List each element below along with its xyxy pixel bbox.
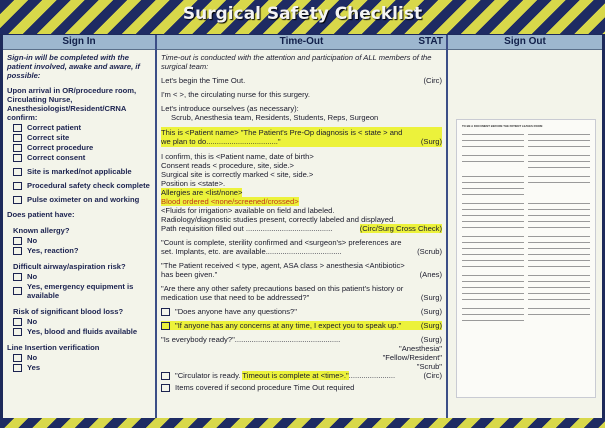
patient-statement: This is <Patient name> "The Patient's Pre-Op diagnosis is < state > and we plan to do.................................." (Surg) — [161, 128, 442, 146]
checkbox-correct-patient[interactable]: Correct patient — [13, 123, 152, 132]
checkbox-allergy-yes[interactable]: Yes, reaction? — [13, 246, 152, 255]
checkbox-box[interactable] — [13, 182, 22, 190]
checkbox-pulse-ox[interactable]: Pulse oximeter on and working — [13, 195, 152, 204]
scrub-response: "Scrub" — [416, 362, 442, 371]
checkbox-box[interactable] — [13, 237, 22, 245]
anesthesia-received-line: "The Patient received < type, agent, ASA class > anesthesia <Antibiotic> — [161, 261, 405, 270]
checkbox-box[interactable] — [13, 273, 22, 281]
checkbox-box[interactable] — [13, 318, 22, 326]
checkbox-box[interactable] — [13, 154, 22, 162]
checkbox-airway-no[interactable]: No — [13, 272, 152, 281]
sign-out-column — [448, 35, 602, 418]
patient-have-label: Does patient have: — [7, 210, 75, 219]
circ-intro-line: I'm < >, the circulating nurse for this surgery. — [161, 90, 311, 99]
questions-line: "Does anyone have any questions?" (Surg) — [161, 307, 442, 316]
count-line: "Count is complete, sterility confirmed and <surgeon's> preferences are — [161, 238, 402, 247]
precautions-line: "Are there any other safety precautions based on this patient's history or — [161, 284, 404, 293]
checkbox-box[interactable] — [161, 308, 170, 316]
antibiotic-line: has been given." (Anes) — [161, 270, 442, 279]
form-block — [462, 131, 590, 149]
stat-label: STAT — [418, 36, 443, 47]
sign-out-form-photo — [456, 119, 596, 398]
checkbox-box[interactable] — [161, 322, 170, 330]
airway-label: Difficult airway/aspiration risk? — [13, 262, 126, 271]
sign-in-intro: Sign-in will be completed with the patient involved, awake and aware, if possible: — [7, 53, 140, 80]
checkbox-correct-consent[interactable]: Correct consent — [13, 153, 152, 162]
sign-out-header: Sign Out — [448, 35, 602, 50]
checkbox-line-no[interactable]: No — [13, 353, 152, 362]
sign-out-form-header: TO BE A DOCUMENT BEFORE THE PATIENT LEAVES ROOM — [462, 124, 543, 128]
circulator-ready-line: "Circulator is ready. Timeout is complete at <time>."...................... (Circ) — [161, 371, 442, 380]
position-line: Position is <state>. — [161, 179, 226, 188]
checkbox-box[interactable] — [13, 144, 22, 152]
team-line: Scrub, Anesthesia team, Residents, Students, Reps, Surgeon — [171, 113, 379, 122]
checkbox-box[interactable] — [13, 328, 22, 336]
checkbox-box[interactable] — [161, 372, 170, 380]
radiology-line: Radiology/diagnostic studies present, correctly labeled and displayed. — [161, 215, 396, 224]
checkbox-line-yes[interactable]: Yes — [13, 363, 152, 372]
checkbox-box[interactable] — [13, 168, 22, 176]
medication-line: medication use that need to be addressed?" (Surg) — [161, 293, 442, 302]
time-out-header — [157, 35, 446, 50]
checkbox-correct-site[interactable]: Correct site — [13, 133, 152, 142]
bottom-hazard-stripe — [0, 418, 605, 428]
checkbox-box[interactable] — [13, 134, 22, 142]
line-insertion-label: Line Insertion verification — [7, 343, 100, 352]
checkbox-site-marked[interactable]: Site is marked/not applicable — [13, 167, 152, 176]
sign-in-header: Sign In — [3, 35, 155, 50]
checkbox-box[interactable] — [13, 124, 22, 132]
checkbox-blood-no[interactable]: No — [13, 317, 152, 326]
blood-loss-label: Risk of significant blood loss? — [13, 307, 124, 316]
checkbox-box[interactable] — [13, 364, 22, 372]
speak-up-line: "If anyone has any concerns at any time, I expect you to speak up." (Surg) — [161, 321, 442, 330]
checkbox-procedural-check[interactable]: Procedural safety check complete — [13, 181, 152, 190]
time-out-column — [157, 35, 446, 418]
fellow-response: "Fellow/Resident" — [382, 353, 442, 362]
time-out-intro: Time-out is conducted with the attention and participation of ALL members of the surgical team: — [161, 53, 432, 71]
ready-line: "Is everybody ready?".................................................. (Surg) — [161, 335, 442, 344]
time-out-title: Time-Out — [279, 36, 324, 47]
checkbox-box[interactable] — [13, 354, 22, 362]
second-procedure-line: Items covered if second procedure Time Out required — [161, 383, 442, 392]
page-title: Surgical Safety Checklist — [182, 4, 423, 24]
allergies-line: Allergies are <list/none> — [161, 188, 243, 197]
consent-line: Consent reads < procedure, site, side.> — [161, 161, 294, 170]
form-block — [462, 233, 590, 269]
confirm-identity-line: I confirm, this is <Patient name, date of birth> — [161, 152, 314, 161]
form-block — [462, 152, 590, 170]
checkbox-allergy-no[interactable]: No — [13, 236, 152, 245]
checkbox-box[interactable] — [161, 384, 170, 392]
known-allergy-label: Known allergy? — [13, 226, 70, 235]
anesthesia-response: "Anesthesia" — [399, 344, 442, 353]
site-marked-line: Surgical site is correctly marked < site, side.> — [161, 170, 314, 179]
form-block — [462, 173, 590, 197]
begin-line: Let's begin the Time Out. (Circ) — [161, 76, 442, 85]
introduce-line: Let's introduce ourselves (as necessary): — [161, 104, 299, 113]
checkbox-blood-yes[interactable]: Yes, blood and fluids available — [13, 327, 152, 336]
checkbox-box[interactable] — [13, 196, 22, 204]
implants-line: set. Implants, etc. are available.................................... (Scrub) — [161, 247, 442, 256]
checkbox-correct-procedure[interactable]: Correct procedure — [13, 143, 152, 152]
arrival-instruction: Upon arrival in OR/procedure room, Circulating Nurse, Anesthesiologist/Resident/CRNA confirm: — [7, 86, 137, 122]
sign-in-column — [3, 35, 155, 418]
path-line: Path requisition filled out ......................................... (Circ/Surg Cross Check) — [161, 224, 442, 233]
form-block — [462, 305, 590, 323]
checkbox-box[interactable] — [13, 247, 22, 255]
blood-ordered-line: Blood ordered <none/screened/crossed> — [161, 197, 299, 206]
fluids-line: <Fluids for irrigation> available on field and labeled. — [161, 206, 335, 215]
checkbox-box[interactable] — [13, 287, 22, 295]
form-block — [462, 272, 590, 302]
checkbox-airway-yes[interactable]: Yes, emergency equipment is available — [13, 282, 152, 300]
form-block — [462, 200, 590, 230]
checklist-sheet — [3, 35, 602, 418]
